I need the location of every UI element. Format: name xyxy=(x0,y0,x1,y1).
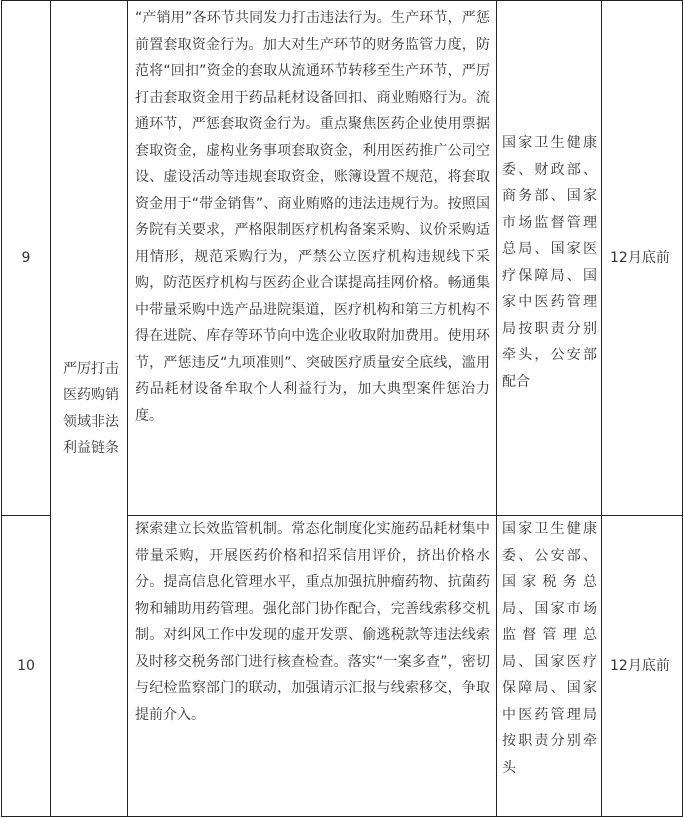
category-cell xyxy=(51,1,128,817)
departments-cell xyxy=(497,1,602,516)
departments-text: 国家卫生健康委、财政部、商务部、国家市场监督管理总局、国家医疗保障局、国家中医药管理局按职责分别牵头，公安部配合 xyxy=(502,135,597,390)
category-text: 严厉打击医药购销领域非法利益链条 xyxy=(63,360,119,456)
description-cell xyxy=(128,516,497,817)
row-number: 10 xyxy=(2,516,51,817)
deadline-text: 12月底前 xyxy=(610,657,670,674)
departments-cell xyxy=(497,516,602,817)
description-cell xyxy=(128,1,497,516)
table-row xyxy=(2,1,683,516)
description-text: 探索建立长效监管机制。常态化制度化实施药品耗材集中带量采购，开展医药价格和招采信用评价，挤出价格水分。提高信息化管理水平，重点加强抗肿瘤药物、抗菌药物和辅助用药管理。强化部门协作配合，完善线索移交机制。对纠风工作中发现的虚开发票、偷逃税款等违法线索及时移交税务部门进行核查检查。落实“一案多查”，密切与纪检监察部门的联动，加强请示汇报与线索移交，争取提前介入。 xyxy=(135,521,490,723)
row-number: 9 xyxy=(2,1,51,516)
task-table xyxy=(1,0,683,817)
deadline-text: 12月底前 xyxy=(610,249,670,266)
deadline-cell xyxy=(602,1,683,516)
deadline-cell xyxy=(602,516,683,817)
description-text: “产销用”各环节共同发力打击违法行为。生产环节，严惩前置套取资金行为。加大对生产环节的财务监管力度，防范将“回扣”资金的套取从流通环节转移至生产环节，严厉打击套取资金用于药品耗材设备回扣、商业贿赂行为。流通环节，严惩套取资金行为。重点聚焦医药企业使用票据套取资金，虚构业务事项套取资金，利用医药推广公司空设、虚设活动等违规套取资金，账簿设置不规范，将套取资金用于“带金销售”、商业贿赂的违法违规行为。按照国务院有关要求，严格限制医疗机构备案采购、议价采购适用情形，规范采购行为，严禁公立医疗机构违规线下采购，防范医疗机构与医药企业合谋提高挂网价格。畅通集中带量采购中选产品进院渠道，医疗机构和第三方机构不得在进院、库存等环节向中选企业收取附加费用。使用环节，严惩违反“九项准则”、突破医疗质量安全底线，滥用药品耗材设备牟取个人利益行为，加大典型案件惩治力度。 xyxy=(135,10,490,424)
departments-text: 国家卫生健康委、公安部、国家税务总局、国家市场监督管理总局、国家医疗保障局、国家中医药管理局按职责分别牵头 xyxy=(502,521,597,776)
